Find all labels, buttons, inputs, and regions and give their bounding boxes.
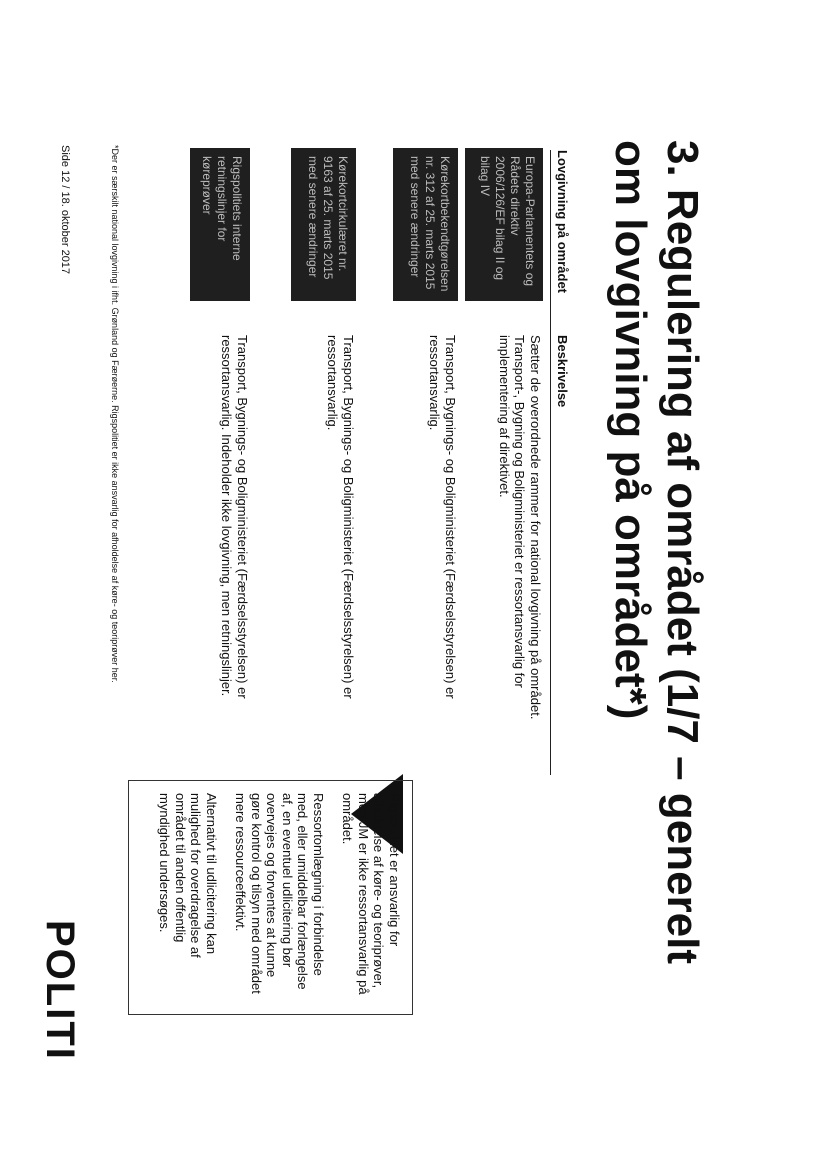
callout-paragraph-1: Rigspolitiet er ansvarlig for afholdelse af køre- og teoriprøver, men JM er ikke ressortansvarlig på området.: [340, 793, 402, 995]
callout-box: [128, 780, 413, 1015]
callout-paragraph-3: Alternativt til udlicitering kan mulighed for overdragelse af området til anden offentlig myndighed undersøges.: [157, 793, 219, 958]
footnote: *Der er særskilt national lovgivning i ifht. Grønland og Færøerne. Rigspolitiet er ikke ansvarlig for afholdelse af køre- og teoriprøver her.: [110, 145, 120, 683]
header-divider: [550, 150, 551, 775]
column-header-description: Beskrivelse: [555, 335, 570, 408]
law-description-directive: Sætter de overordnede rammer for national lovgivning på området. Transport-, Bygning og Boligministeriet er ressortansvarlig for implementering af direktivet.: [497, 335, 543, 720]
law-box-cirkulaere: Kørekortcirkulæret nr. 9163 af 25. marts 2015 med senere ændringer: [291, 148, 356, 301]
law-description-bekendtgoerelse: Transport, Bygnings- og Boligministeriet (Færdselsstyrelsen) er ressortansvarlig.: [427, 335, 458, 699]
law-box-bekendtgoerelse: Kørekortbekendtgørelsen nr. 312 af 25. marts 2015 med senere ændringer: [393, 148, 458, 301]
politi-logo: POLITI: [38, 920, 82, 1061]
law-box-directive: Europa-Parlamentets og Rådets direktiv 2006/126/EF bilag II og bilag IV: [465, 148, 543, 301]
law-box-retningslinjer: Rigspolitiets interne retningslinjer for køreprøver: [190, 148, 250, 301]
column-header-legislation: Lovgivning på området: [555, 150, 570, 294]
law-description-cirkulaere: Transport, Bygnings- og Boligministeriet (Færdselsstyrelsen) er ressortansvarlig.: [325, 335, 356, 699]
callout-paragraph-2: Ressortomlægning i forbindelse med, eller umiddelbar forlængelse af, en eventuel udlicitering bør overvejes og forventes at kunne gøre kontrol og tilsyn med området mere ressourceeffektivt.: [233, 793, 326, 994]
law-description-retningslinjer: Transport, Bygnings- og Boligministeriet (Færdselsstyrelsen) er ressortansvarlig. Indeholder ikke lovgivning, men retningslinjer.: [219, 335, 250, 699]
page-footer: Side 12 / 18. oktober 2017: [59, 145, 71, 275]
page-title: 3. Regulering af området (1/7 – generelt om lovgivning på området*): [606, 140, 707, 965]
